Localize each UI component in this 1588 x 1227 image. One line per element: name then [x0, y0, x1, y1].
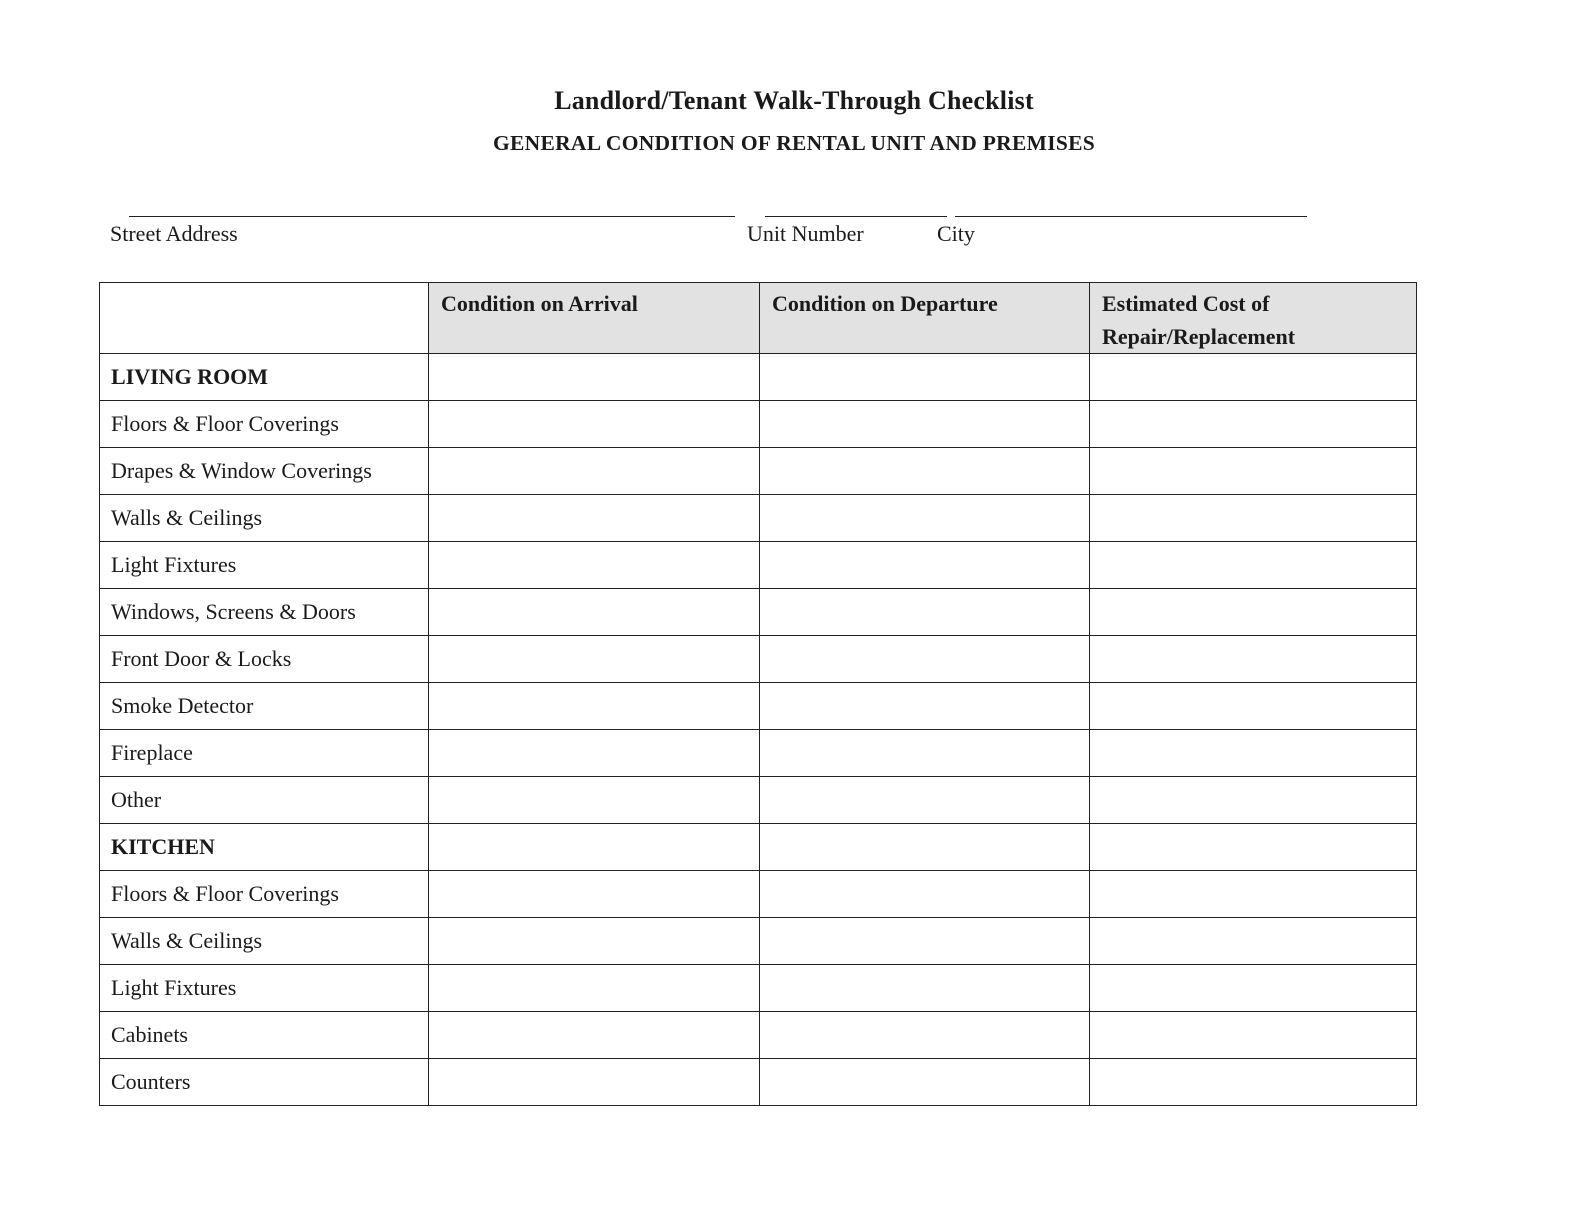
- arrival-condition-cell[interactable]: [429, 636, 760, 683]
- item-label: Floors & Floor Coverings: [100, 401, 429, 448]
- column-header-arrival: Condition on Arrival: [429, 283, 760, 354]
- table-body: [100, 354, 1417, 1106]
- table-row: [100, 1012, 1417, 1059]
- column-header-cost: Estimated Cost of Repair/Replacement: [1090, 283, 1417, 354]
- table-row: [100, 495, 1417, 542]
- item-label: Smoke Detector: [100, 683, 429, 730]
- arrival-condition-cell[interactable]: [429, 824, 760, 871]
- table-row: [100, 730, 1417, 777]
- table-row: [100, 965, 1417, 1012]
- table-row: [100, 636, 1417, 683]
- page-subtitle: GENERAL CONDITION OF RENTAL UNIT AND PREMISES: [492, 131, 1096, 155]
- departure-condition-cell[interactable]: [760, 354, 1090, 401]
- table-row: [100, 589, 1417, 636]
- item-label: Light Fixtures: [100, 542, 429, 589]
- item-label: Light Fixtures: [100, 965, 429, 1012]
- arrival-condition-cell[interactable]: [429, 495, 760, 542]
- item-label: Other: [100, 777, 429, 824]
- departure-condition-cell[interactable]: [760, 871, 1090, 918]
- item-label: Walls & Ceilings: [100, 918, 429, 965]
- departure-condition-cell[interactable]: [760, 918, 1090, 965]
- repair-cost-cell[interactable]: [1090, 589, 1417, 636]
- repair-cost-cell[interactable]: [1090, 1059, 1417, 1106]
- arrival-condition-cell[interactable]: [429, 589, 760, 636]
- table-row: [100, 871, 1417, 918]
- departure-condition-cell[interactable]: [760, 1012, 1090, 1059]
- table-row: [100, 918, 1417, 965]
- unit-number-label: Unit Number: [747, 221, 864, 246]
- table-row: [100, 542, 1417, 589]
- walkthrough-checklist-table: [99, 282, 1417, 1106]
- city-label: City: [937, 221, 975, 246]
- arrival-condition-cell[interactable]: [429, 401, 760, 448]
- repair-cost-cell[interactable]: [1090, 777, 1417, 824]
- item-label: Drapes & Window Coverings: [100, 448, 429, 495]
- section-heading: KITCHEN: [100, 824, 429, 871]
- departure-condition-cell[interactable]: [760, 824, 1090, 871]
- repair-cost-cell[interactable]: [1090, 730, 1417, 777]
- arrival-condition-cell[interactable]: [429, 730, 760, 777]
- item-label: Counters: [100, 1059, 429, 1106]
- repair-cost-cell[interactable]: [1090, 495, 1417, 542]
- street-address-label: Street Address: [110, 221, 238, 246]
- repair-cost-cell[interactable]: [1090, 1012, 1417, 1059]
- section-row: [100, 824, 1417, 871]
- table-row: [100, 401, 1417, 448]
- arrival-condition-cell[interactable]: [429, 448, 760, 495]
- departure-condition-cell[interactable]: [760, 965, 1090, 1012]
- city-field[interactable]: [955, 216, 1307, 217]
- departure-condition-cell[interactable]: [760, 542, 1090, 589]
- table-row: [100, 777, 1417, 824]
- arrival-condition-cell[interactable]: [429, 965, 760, 1012]
- arrival-condition-cell[interactable]: [429, 1059, 760, 1106]
- section-heading: LIVING ROOM: [100, 354, 429, 401]
- repair-cost-cell[interactable]: [1090, 824, 1417, 871]
- item-label: Windows, Screens & Doors: [100, 589, 429, 636]
- departure-condition-cell[interactable]: [760, 401, 1090, 448]
- table-row: [100, 683, 1417, 730]
- departure-condition-cell[interactable]: [760, 495, 1090, 542]
- arrival-condition-cell[interactable]: [429, 918, 760, 965]
- table-row: [100, 1059, 1417, 1106]
- repair-cost-cell[interactable]: [1090, 448, 1417, 495]
- repair-cost-cell[interactable]: [1090, 965, 1417, 1012]
- departure-condition-cell[interactable]: [760, 589, 1090, 636]
- arrival-condition-cell[interactable]: [429, 683, 760, 730]
- column-header-item: [100, 283, 429, 354]
- departure-condition-cell[interactable]: [760, 730, 1090, 777]
- repair-cost-cell[interactable]: [1090, 542, 1417, 589]
- item-label: Floors & Floor Coverings: [100, 871, 429, 918]
- table-header-row: [100, 283, 1417, 354]
- section-row: [100, 354, 1417, 401]
- repair-cost-cell[interactable]: [1090, 871, 1417, 918]
- street-address-field[interactable]: [129, 216, 735, 217]
- arrival-condition-cell[interactable]: [429, 871, 760, 918]
- arrival-condition-cell[interactable]: [429, 777, 760, 824]
- item-label: Fireplace: [100, 730, 429, 777]
- departure-condition-cell[interactable]: [760, 448, 1090, 495]
- repair-cost-cell[interactable]: [1090, 918, 1417, 965]
- column-header-departure: Condition on Departure: [760, 283, 1090, 354]
- page-title: Landlord/Tenant Walk-Through Checklist: [554, 86, 1034, 115]
- table-row: [100, 448, 1417, 495]
- departure-condition-cell[interactable]: [760, 636, 1090, 683]
- departure-condition-cell[interactable]: [760, 683, 1090, 730]
- arrival-condition-cell[interactable]: [429, 354, 760, 401]
- unit-number-field[interactable]: [765, 216, 947, 217]
- arrival-condition-cell[interactable]: [429, 542, 760, 589]
- item-label: Cabinets: [100, 1012, 429, 1059]
- item-label: Walls & Ceilings: [100, 495, 429, 542]
- departure-condition-cell[interactable]: [760, 777, 1090, 824]
- repair-cost-cell[interactable]: [1090, 401, 1417, 448]
- item-label: Front Door & Locks: [100, 636, 429, 683]
- repair-cost-cell[interactable]: [1090, 683, 1417, 730]
- departure-condition-cell[interactable]: [760, 1059, 1090, 1106]
- arrival-condition-cell[interactable]: [429, 1012, 760, 1059]
- repair-cost-cell[interactable]: [1090, 354, 1417, 401]
- repair-cost-cell[interactable]: [1090, 636, 1417, 683]
